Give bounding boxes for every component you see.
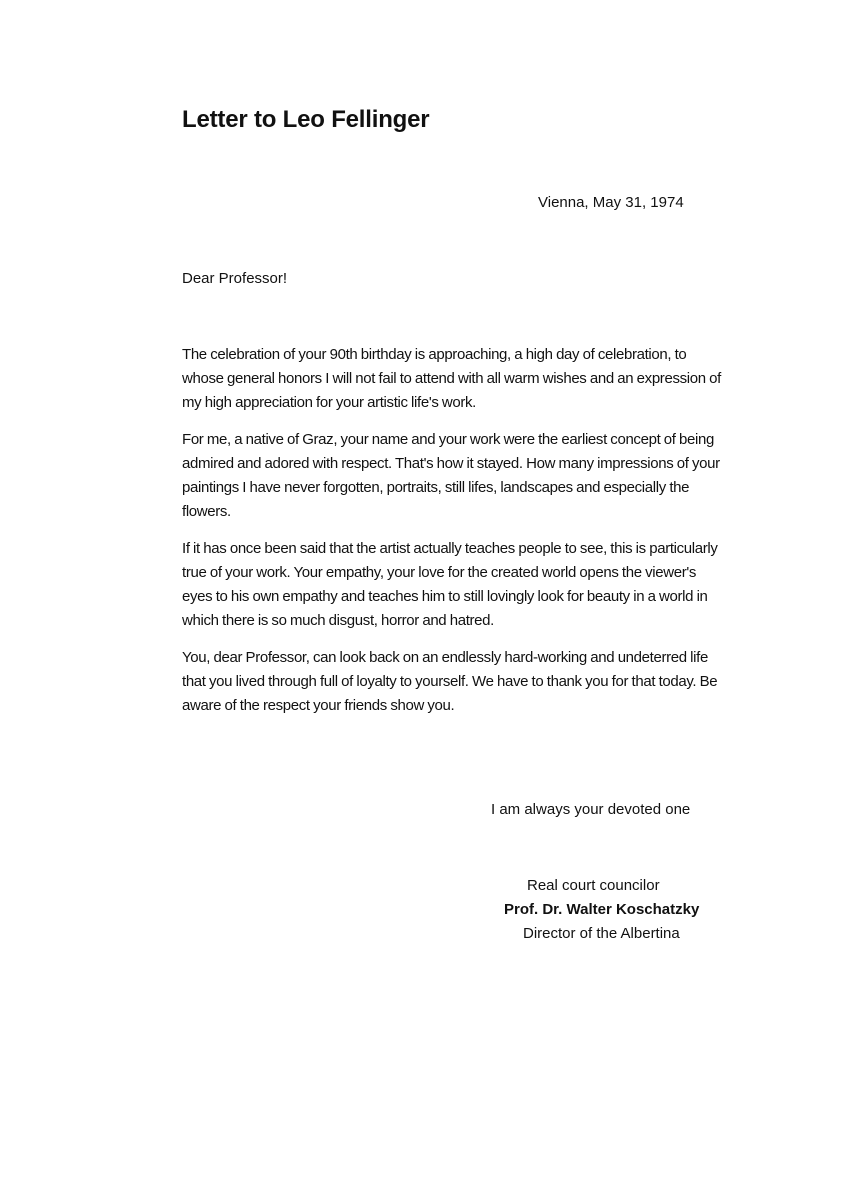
signature-title: Real court councilor xyxy=(527,877,660,894)
letter-dateline: Vienna, May 31, 1974 xyxy=(538,194,684,211)
body-paragraph-2: For me, a native of Graz, your name and your work were the earliest concept of being admired and adored with respect. That's how it stayed. How many impressions of your paintings I have never forgotten, portraits, still lifes, landscapes and especially the flowers. xyxy=(182,431,720,520)
letter-body xyxy=(182,343,722,731)
signature-name: Prof. Dr. Walter Koschatzky xyxy=(504,901,700,918)
body-paragraph-4: You, dear Professor, can look back on an endlessly hard-working and undeterred life that you lived through full of loyalty to yourself. We have to thank you for that today. Be aware of the respect your friends show you. xyxy=(182,649,718,714)
letter-title: Letter to Leo Fellinger xyxy=(182,106,430,133)
body-paragraph-3: If it has once been said that the artist actually teaches people to see, this is particularly true of your work. Your empathy, your love for the created world opens the viewer's eyes to his own empathy and teaches him to still lovingly look for beauty in a world in which there is so much disgust, horror and hatred. xyxy=(182,540,718,629)
signature-role: Director of the Albertina xyxy=(523,925,680,942)
body-paragraph-1: The celebration of your 90th birthday is approaching, a high day of celebration, to whose general honors I will not fail to attend with all warm wishes and an expression of my high appreciation for your artistic life's work. xyxy=(182,346,721,411)
letter-closing: I am always your devoted one xyxy=(491,801,691,818)
letter-salutation: Dear Professor! xyxy=(182,270,288,287)
